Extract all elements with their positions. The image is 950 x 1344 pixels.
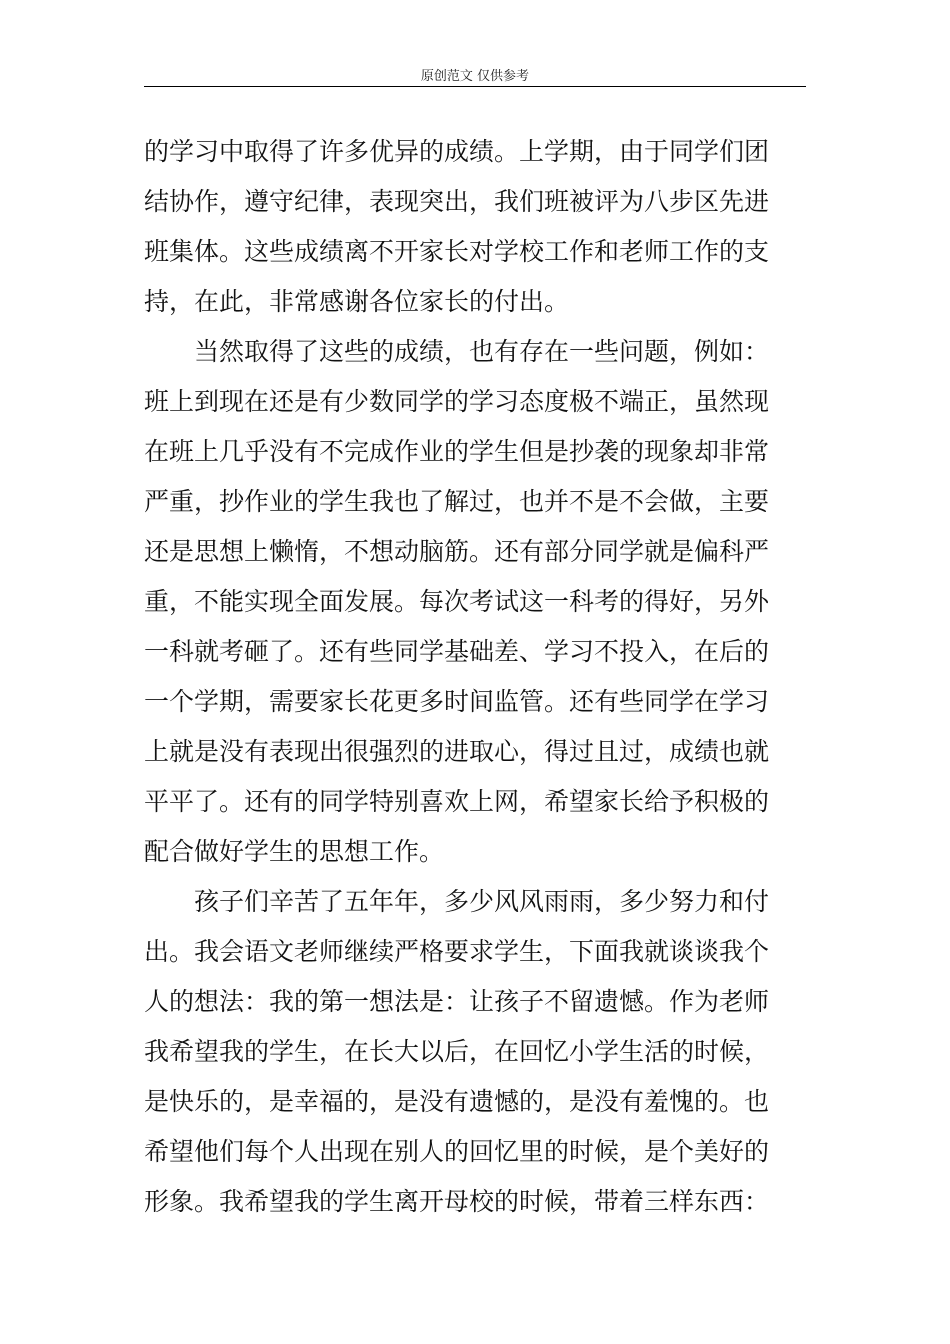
text-line: 是快乐的，是幸福的，是没有遗憾的，是没有羞愧的。也 — [144, 1087, 770, 1116]
text-line: 人的想法：我的第一想法是：让孩子不留遗憾。作为老师 — [144, 987, 770, 1016]
document-body — [144, 127, 806, 1227]
text-line: 结协作，遵守纪律，表现突出，我们班被评为八步区先进 — [144, 187, 770, 216]
text-line: 持，在此，非常感谢各位家长的付出。 — [144, 287, 570, 316]
text-line: 还是思想上懒惰，不想动脑筋。还有部分同学就是偏科严 — [144, 537, 770, 566]
text-line: 严重，抄作业的学生我也了解过，也并不是不会做，主要 — [144, 487, 770, 516]
text-line: 班集体。这些成绩离不开家长对学校工作和老师工作的支 — [144, 237, 770, 266]
text-line-indented: 孩子们辛苦了五年年，多少风风雨雨，多少努力和付 — [194, 887, 770, 916]
page-header: 原创范文 仅供参考 — [420, 69, 530, 84]
text-line: 出。我会语文老师继续严格要求学生，下面我就谈谈我个 — [144, 937, 770, 966]
text-line: 班上到现在还是有少数同学的学习态度极不端正，虽然现 — [144, 387, 770, 416]
text-line: 希望他们每个人出现在别人的回忆里的时候，是个美好的 — [144, 1137, 770, 1166]
paragraph-2 — [144, 327, 806, 877]
text-line: 形象。我希望我的学生离开母校的时候，带着三样东西： — [144, 1187, 770, 1216]
text-line: 我希望我的学生，在长大以后，在回忆小学生活的时候， — [144, 1037, 770, 1066]
header-rule — [144, 86, 806, 87]
text-line: 配合做好学生的思想工作。 — [144, 837, 445, 866]
paragraph-1 — [144, 127, 806, 327]
text-line: 平平了。还有的同学特别喜欢上网，希望家长给予积极的 — [144, 787, 770, 816]
text-line: 上就是没有表现出很强烈的进取心，得过且过，成绩也就 — [144, 737, 770, 766]
text-line: 一科就考砸了。还有些同学基础差、学习不投入，在后的 — [144, 637, 770, 666]
text-line-indented: 当然取得了这些的成绩，也有存在一些问题，例如： — [194, 337, 770, 366]
text-line: 在班上几乎没有不完成作业的学生但是抄袭的现象却非常 — [144, 437, 770, 466]
text-line: 的学习中取得了许多优异的成绩。上学期，由于同学们团 — [144, 137, 770, 166]
text-line: 重，不能实现全面发展。每次考试这一科考的得好，另外 — [144, 587, 770, 616]
paragraph-3 — [144, 877, 806, 1227]
text-line: 一个学期，需要家长花更多时间监管。还有些同学在学习 — [144, 687, 770, 716]
